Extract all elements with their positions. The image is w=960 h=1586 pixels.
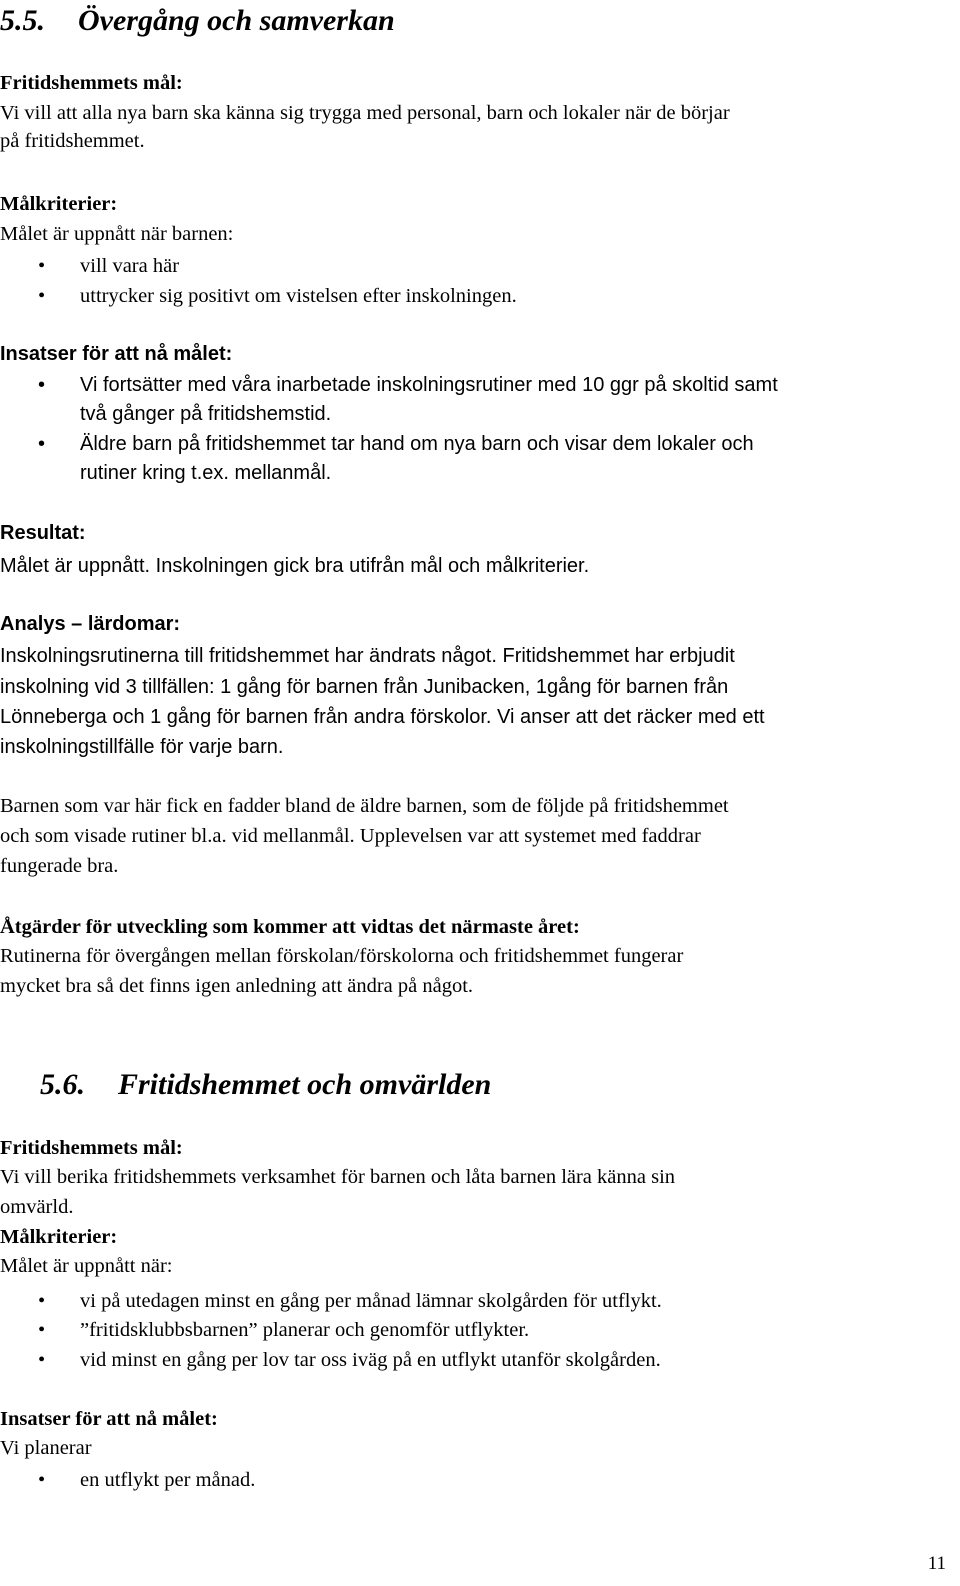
measures-text-line: Rutinerna för övergången mellan förskolan/förskolorna och fritidshemmet fungerar	[0, 945, 684, 967]
goal-heading: Fritidshemmets mål:	[0, 72, 183, 94]
bullet-icon: •	[38, 255, 46, 277]
analysis-heading: Analys – lärdomar:	[0, 613, 181, 635]
section-title: Fritidshemmet och omvärlden	[118, 1068, 492, 1101]
bullet-icon: •	[38, 433, 46, 455]
section-number: 5.5.	[0, 4, 45, 37]
measures-heading: Åtgärder för utveckling som kommer att vidtas det närmaste året:	[0, 916, 580, 938]
analysis-text-line: fungerade bra.	[0, 855, 119, 877]
bullet-icon: •	[38, 374, 46, 396]
analysis-text-line: inskolningstillfälle för varje barn.	[0, 736, 284, 758]
goal-text-line: Vi vill berika fritidshemmets verksamhet för barnen och låta barnen lära känna sin	[0, 1166, 676, 1188]
criteria-heading: Målkriterier:	[0, 193, 118, 215]
goal-heading: Fritidshemmets mål:	[0, 1137, 183, 1159]
analysis-text-line: Lönneberga och 1 gång för barnen från andra förskolor. Vi anser att det räcker med ett	[0, 706, 765, 728]
analysis-text-line: Barnen som var här fick en fadder bland de äldre barnen, som de följde på fritidshemmet	[0, 795, 729, 817]
goal-text-line: på fritidshemmet.	[0, 130, 145, 152]
bullet-icon: •	[38, 285, 46, 307]
bullet-icon: •	[38, 1319, 46, 1341]
page-number: 11	[927, 1553, 946, 1574]
actions-intro: Vi planerar	[0, 1437, 92, 1459]
criteria-intro: Målet är uppnått när:	[0, 1255, 173, 1277]
criteria-intro: Målet är uppnått när barnen:	[0, 223, 234, 245]
analysis-text-line: och som visade rutiner bl.a. vid mellanmål. Upplevelsen var att systemet med faddrar	[0, 825, 701, 847]
result-text: Målet är uppnått. Inskolningen gick bra utifrån mål och målkriterier.	[0, 555, 590, 577]
document-page: 5.5. Övergång och samverkan Fritidshemmets mål: Vi vill att alla nya barn ska känna sig trygga med personal, barn och lokaler när de börjar på fritidshemmet. Målkriterier: Målet är uppnått när barnen: • vill vara här • uttrycker sig positivt om vistelsen efter inskolningen. Insatser för att nå målet: • Vi fortsätter med våra inarbetade inskolningsrutiner med 10 ggr på skoltid samt två gånger på fritidshemstid. • Äldre barn på fritidshemmet tar hand om nya barn och visar dem lokaler och rutiner kring t.ex. mellanmål. Resultat: Målet är uppnått. Inskolningen gick bra utifrån mål och målkriterier. Analys – lärdomar: Inskolningsrutinerna till fritidshemmet har ändrats något. Fritidshemmet har erbjudit inskolning vid 3 tillfällen: 1 gång för barnen från Junibacken, 1gång för barnen från Lönneberga och 1 gång för barnen från andra förskolor. Vi anser att det räcker med ett inskolningstillfälle för varje barn. Barnen som var här fick en fadder bland de äldre barnen, som de följde på fritidshemmet och som visade rutiner bl.a. vid mellanmål. Upplevelsen var att systemet med faddrar fungerade bra. Åtgärder för utveckling som kommer att vidtas det närmaste året: Rutinerna för övergången mellan förskolan/förskolorna och fritidshemmet fungerar mycket bra så det finns igen anledning att ändra på något. 5.6. Fritidshemmet och omvärlden Fritidshemmets mål: Vi vill berika fritidshemmets verksamhet för barnen och låta barnen lära känna sin omvärld. Målkriterier: Målet är uppnått när: • vi på utedagen minst en gång per månad lämnar skolgården för utflykt. • ”fritidsklubbsbarnen” planerar och genomför utflykter. • vid minst en gång per lov tar oss iväg på en utflykt utanför skolgården. Insatser för att nå målet: Vi planerar • en utflykt per månad. 11	[0, 4, 946, 1574]
section-title: Övergång och samverkan	[78, 4, 395, 37]
measures-text-line: mycket bra så det finns igen anledning att ändra på något.	[0, 975, 474, 997]
actions-heading: Insatser för att nå målet:	[0, 1408, 218, 1430]
goal-text-line: omvärld.	[0, 1196, 74, 1218]
result-heading: Resultat:	[0, 522, 86, 544]
bullet-icon: •	[38, 1469, 46, 1491]
bullet-icon: •	[38, 1290, 46, 1312]
criteria-heading: Målkriterier:	[0, 1226, 118, 1248]
analysis-text-line: Inskolningsrutinerna till fritidshemmet har ändrats något. Fritidshemmet har erbjudit	[0, 645, 735, 667]
section-heading-5-5	[0, 6, 395, 36]
section-number: 5.6.	[40, 1068, 85, 1101]
analysis-text-line: inskolning vid 3 tillfällen: 1 gång för barnen från Junibacken, 1gång för barnen från	[0, 676, 729, 698]
actions-heading: Insatser för att nå målet:	[0, 343, 233, 365]
bullet-icon: •	[38, 1349, 46, 1371]
section-heading-5-6	[40, 1070, 491, 1100]
goal-text-line: Vi vill att alla nya barn ska känna sig trygga med personal, barn och lokaler när de börjar	[0, 102, 730, 124]
